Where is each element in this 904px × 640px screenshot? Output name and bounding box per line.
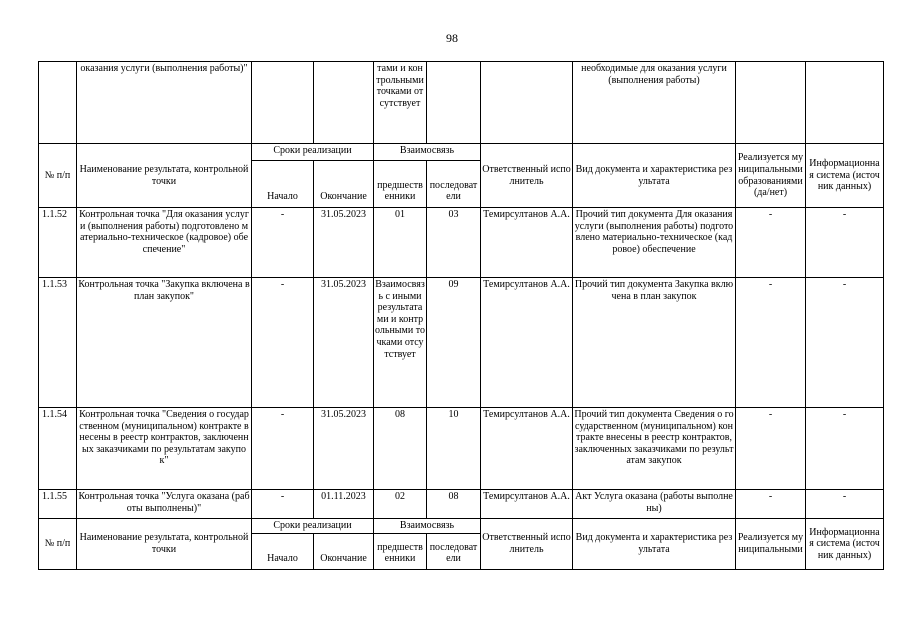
header-row-1 bbox=[39, 144, 884, 161]
row-name: Контрольная точка "Закупка включена в план закупок" bbox=[77, 278, 252, 408]
row-start: - bbox=[252, 278, 314, 408]
cont-num-cell bbox=[39, 62, 77, 144]
header-successors: последователи bbox=[427, 161, 481, 208]
cont-mun-cell bbox=[736, 62, 806, 144]
continuation-row bbox=[39, 62, 884, 144]
cont-end-cell bbox=[314, 62, 374, 144]
control-points-table bbox=[38, 61, 884, 570]
table-row bbox=[39, 278, 884, 408]
cont-succ-cell bbox=[427, 62, 481, 144]
header-doc-type: Вид документа и характеристика результата bbox=[573, 144, 736, 208]
repeat-header-info-system: Информационная система (источник данных) bbox=[806, 519, 884, 570]
row-resp: Темирсултанов А.А. bbox=[481, 490, 573, 519]
row-num: 1.1.53 bbox=[39, 278, 77, 408]
row-doc: Прочий тип документа Закупка включена в план закупок bbox=[573, 278, 736, 408]
row-resp: Темирсултанов А.А. bbox=[481, 278, 573, 408]
header-predecessors: предшественники bbox=[374, 161, 427, 208]
row-end: 31.05.2023 bbox=[314, 208, 374, 278]
row-resp: Темирсултанов А.А. bbox=[481, 408, 573, 490]
repeat-header-municipal: Реализуется муниципальными bbox=[736, 519, 806, 570]
row-doc: Прочий тип документа Сведения о государственном (муниципальном) контракте внесены в реестр контрактов, заключенных заказчиками по результатам закупок bbox=[573, 408, 736, 490]
repeat-header-relation: Взаимосвязь bbox=[374, 519, 481, 534]
row-num: 1.1.54 bbox=[39, 408, 77, 490]
row-start: - bbox=[252, 408, 314, 490]
header-end: Окончание bbox=[314, 161, 374, 208]
header-name: Наименование результата, контрольной точки bbox=[77, 144, 252, 208]
row-doc: Акт Услуга оказана (работы выполнены) bbox=[573, 490, 736, 519]
row-num: 1.1.52 bbox=[39, 208, 77, 278]
header-num: № п/п bbox=[39, 144, 77, 208]
header-info-system: Информационная система (источник данных) bbox=[806, 144, 884, 208]
row-end: 31.05.2023 bbox=[314, 278, 374, 408]
cont-doc: необходимые для оказания услуги (выполнения работы) bbox=[581, 63, 727, 86]
repeat-header-successors: последователи bbox=[427, 534, 481, 570]
row-doc: Прочий тип документа Для оказания услуги (выполнения работы) подготовлено материально-техническое (кадровое) обеспечение bbox=[573, 208, 736, 278]
row-num: 1.1.55 bbox=[39, 490, 77, 519]
row-name: Контрольная точка "Сведения о государственном (муниципальном) контракте внесены в реестр контрактов, заключенных заказчиками по результатам закупок" bbox=[77, 408, 252, 490]
row-start: - bbox=[252, 490, 314, 519]
row-succ: 10 bbox=[427, 408, 481, 490]
row-end: 31.05.2023 bbox=[314, 408, 374, 490]
repeat-header-predecessors: предшественники bbox=[374, 534, 427, 570]
header-responsible: Ответственный исполнитель bbox=[481, 144, 573, 208]
row-succ: 03 bbox=[427, 208, 481, 278]
row-succ: 08 bbox=[427, 490, 481, 519]
cont-doc-cell bbox=[573, 62, 736, 144]
header-timeline: Сроки реализации bbox=[252, 144, 374, 161]
table-row bbox=[39, 490, 884, 519]
cont-pred-cell bbox=[374, 62, 427, 144]
row-start: - bbox=[252, 208, 314, 278]
row-pred: 01 bbox=[374, 208, 427, 278]
cont-pred: тами и контрольными точками отсутствует bbox=[376, 63, 424, 109]
row-name: Контрольная точка "Услуга оказана (работы выполнены)" bbox=[77, 490, 252, 519]
table-row bbox=[39, 208, 884, 278]
repeat-header-num: № п/п bbox=[39, 519, 77, 570]
repeat-header-responsible: Ответственный исполнитель bbox=[481, 519, 573, 570]
repeat-header-end: Окончание bbox=[314, 534, 374, 570]
row-name: Контрольная точка "Для оказания услуги (выполнения работы) подготовлено материально-техническое (кадровое) обеспечение" bbox=[77, 208, 252, 278]
row-resp: Темирсултанов А.А. bbox=[481, 208, 573, 278]
row-pred: 08 bbox=[374, 408, 427, 490]
header-start: Начало bbox=[252, 161, 314, 208]
row-info: - bbox=[806, 278, 884, 408]
row-info: - bbox=[806, 490, 884, 519]
cont-info-cell bbox=[806, 62, 884, 144]
row-info: - bbox=[806, 208, 884, 278]
row-pred: Взаимосвязь с иными результатами и контрольными точками отсутствует bbox=[374, 278, 427, 408]
repeat-header-doc-type: Вид документа и характеристика результата bbox=[573, 519, 736, 570]
cont-name: оказания услуги (выполнения работы)" bbox=[80, 63, 248, 74]
row-pred: 02 bbox=[374, 490, 427, 519]
row-end: 01.11.2023 bbox=[314, 490, 374, 519]
page-number: 98 bbox=[446, 31, 458, 45]
table-row bbox=[39, 408, 884, 490]
repeat-header-timeline: Сроки реализации bbox=[252, 519, 374, 534]
repeat-header-name: Наименование результата, контрольной точки bbox=[77, 519, 252, 570]
repeat-header-row-1 bbox=[39, 519, 884, 534]
cont-resp-cell bbox=[481, 62, 573, 144]
row-mun: - bbox=[736, 408, 806, 490]
cont-name-cell bbox=[77, 62, 252, 144]
repeat-header-start: Начало bbox=[252, 534, 314, 570]
cont-start-cell bbox=[252, 62, 314, 144]
row-info: - bbox=[806, 408, 884, 490]
row-mun: - bbox=[736, 278, 806, 408]
header-municipal: Реализуется муниципальными образованиями (да/нет) bbox=[736, 144, 806, 208]
header-relation: Взаимосвязь bbox=[374, 144, 481, 161]
row-succ: 09 bbox=[427, 278, 481, 408]
row-mun: - bbox=[736, 208, 806, 278]
row-mun: - bbox=[736, 490, 806, 519]
